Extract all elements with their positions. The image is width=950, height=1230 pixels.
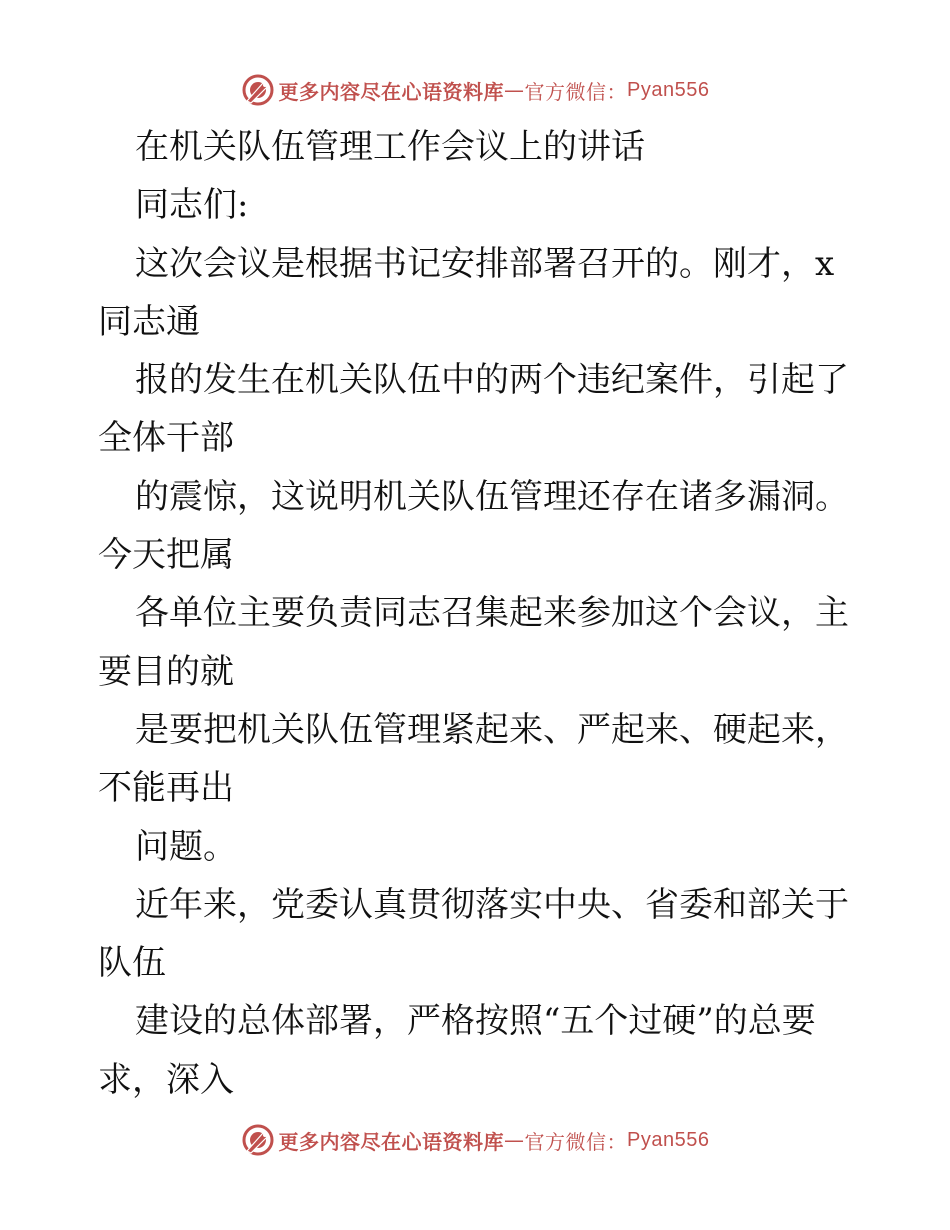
text-line: 这次会议是根据书记安排部署召开的。刚才，x	[135, 243, 835, 284]
text-line: 近年来，党委认真贯彻落实中央、省委和部关于	[135, 884, 849, 925]
watermark-dash: —	[504, 1128, 525, 1152]
text-line: 不能再出	[98, 768, 234, 809]
watermark-dash: —	[504, 78, 525, 102]
pen-seal-icon	[241, 73, 275, 107]
text-line: 要目的就	[98, 651, 234, 692]
watermark-footer	[0, 1120, 950, 1160]
text-line: 问题。	[135, 826, 237, 867]
text-line: 各单位主要负责同志召集起来参加这个会议，主	[135, 593, 849, 634]
watermark-brand: 更多内容尽在心语资料库	[278, 1129, 505, 1154]
text-line: 同志通	[98, 301, 200, 342]
document-body	[98, 118, 858, 1109]
watermark-header	[0, 70, 950, 110]
text-line: 队伍	[98, 943, 166, 984]
watermark-brand: 更多内容尽在心语资料库	[278, 79, 505, 104]
watermark-label: 官方微信：	[524, 79, 628, 104]
text-line: 的震惊，这说明机关队伍管理还存在诸多漏洞。	[135, 476, 849, 517]
watermark-label: 官方微信：	[524, 1129, 628, 1154]
pen-seal-icon	[241, 1123, 275, 1157]
text-line: 报的发生在机关队伍中的两个违纪案件，引起了	[135, 360, 849, 401]
document-title: 在机关队伍管理工作会议上的讲话	[135, 127, 645, 167]
text-line: 建设的总体部署，严格按照“五个过硬”的总要	[135, 1001, 816, 1042]
watermark-id: Pyan556	[627, 78, 710, 101]
text-line: 今天把属	[98, 535, 234, 576]
text-line: 同志们:	[135, 185, 249, 226]
text-line: 是要把机关队伍管理紧起来、严起来、硬起来，	[135, 709, 849, 750]
watermark-id: Pyan556	[627, 1128, 710, 1151]
text-line: 求，深入	[98, 1059, 234, 1100]
text-line: 全体干部	[98, 418, 234, 459]
